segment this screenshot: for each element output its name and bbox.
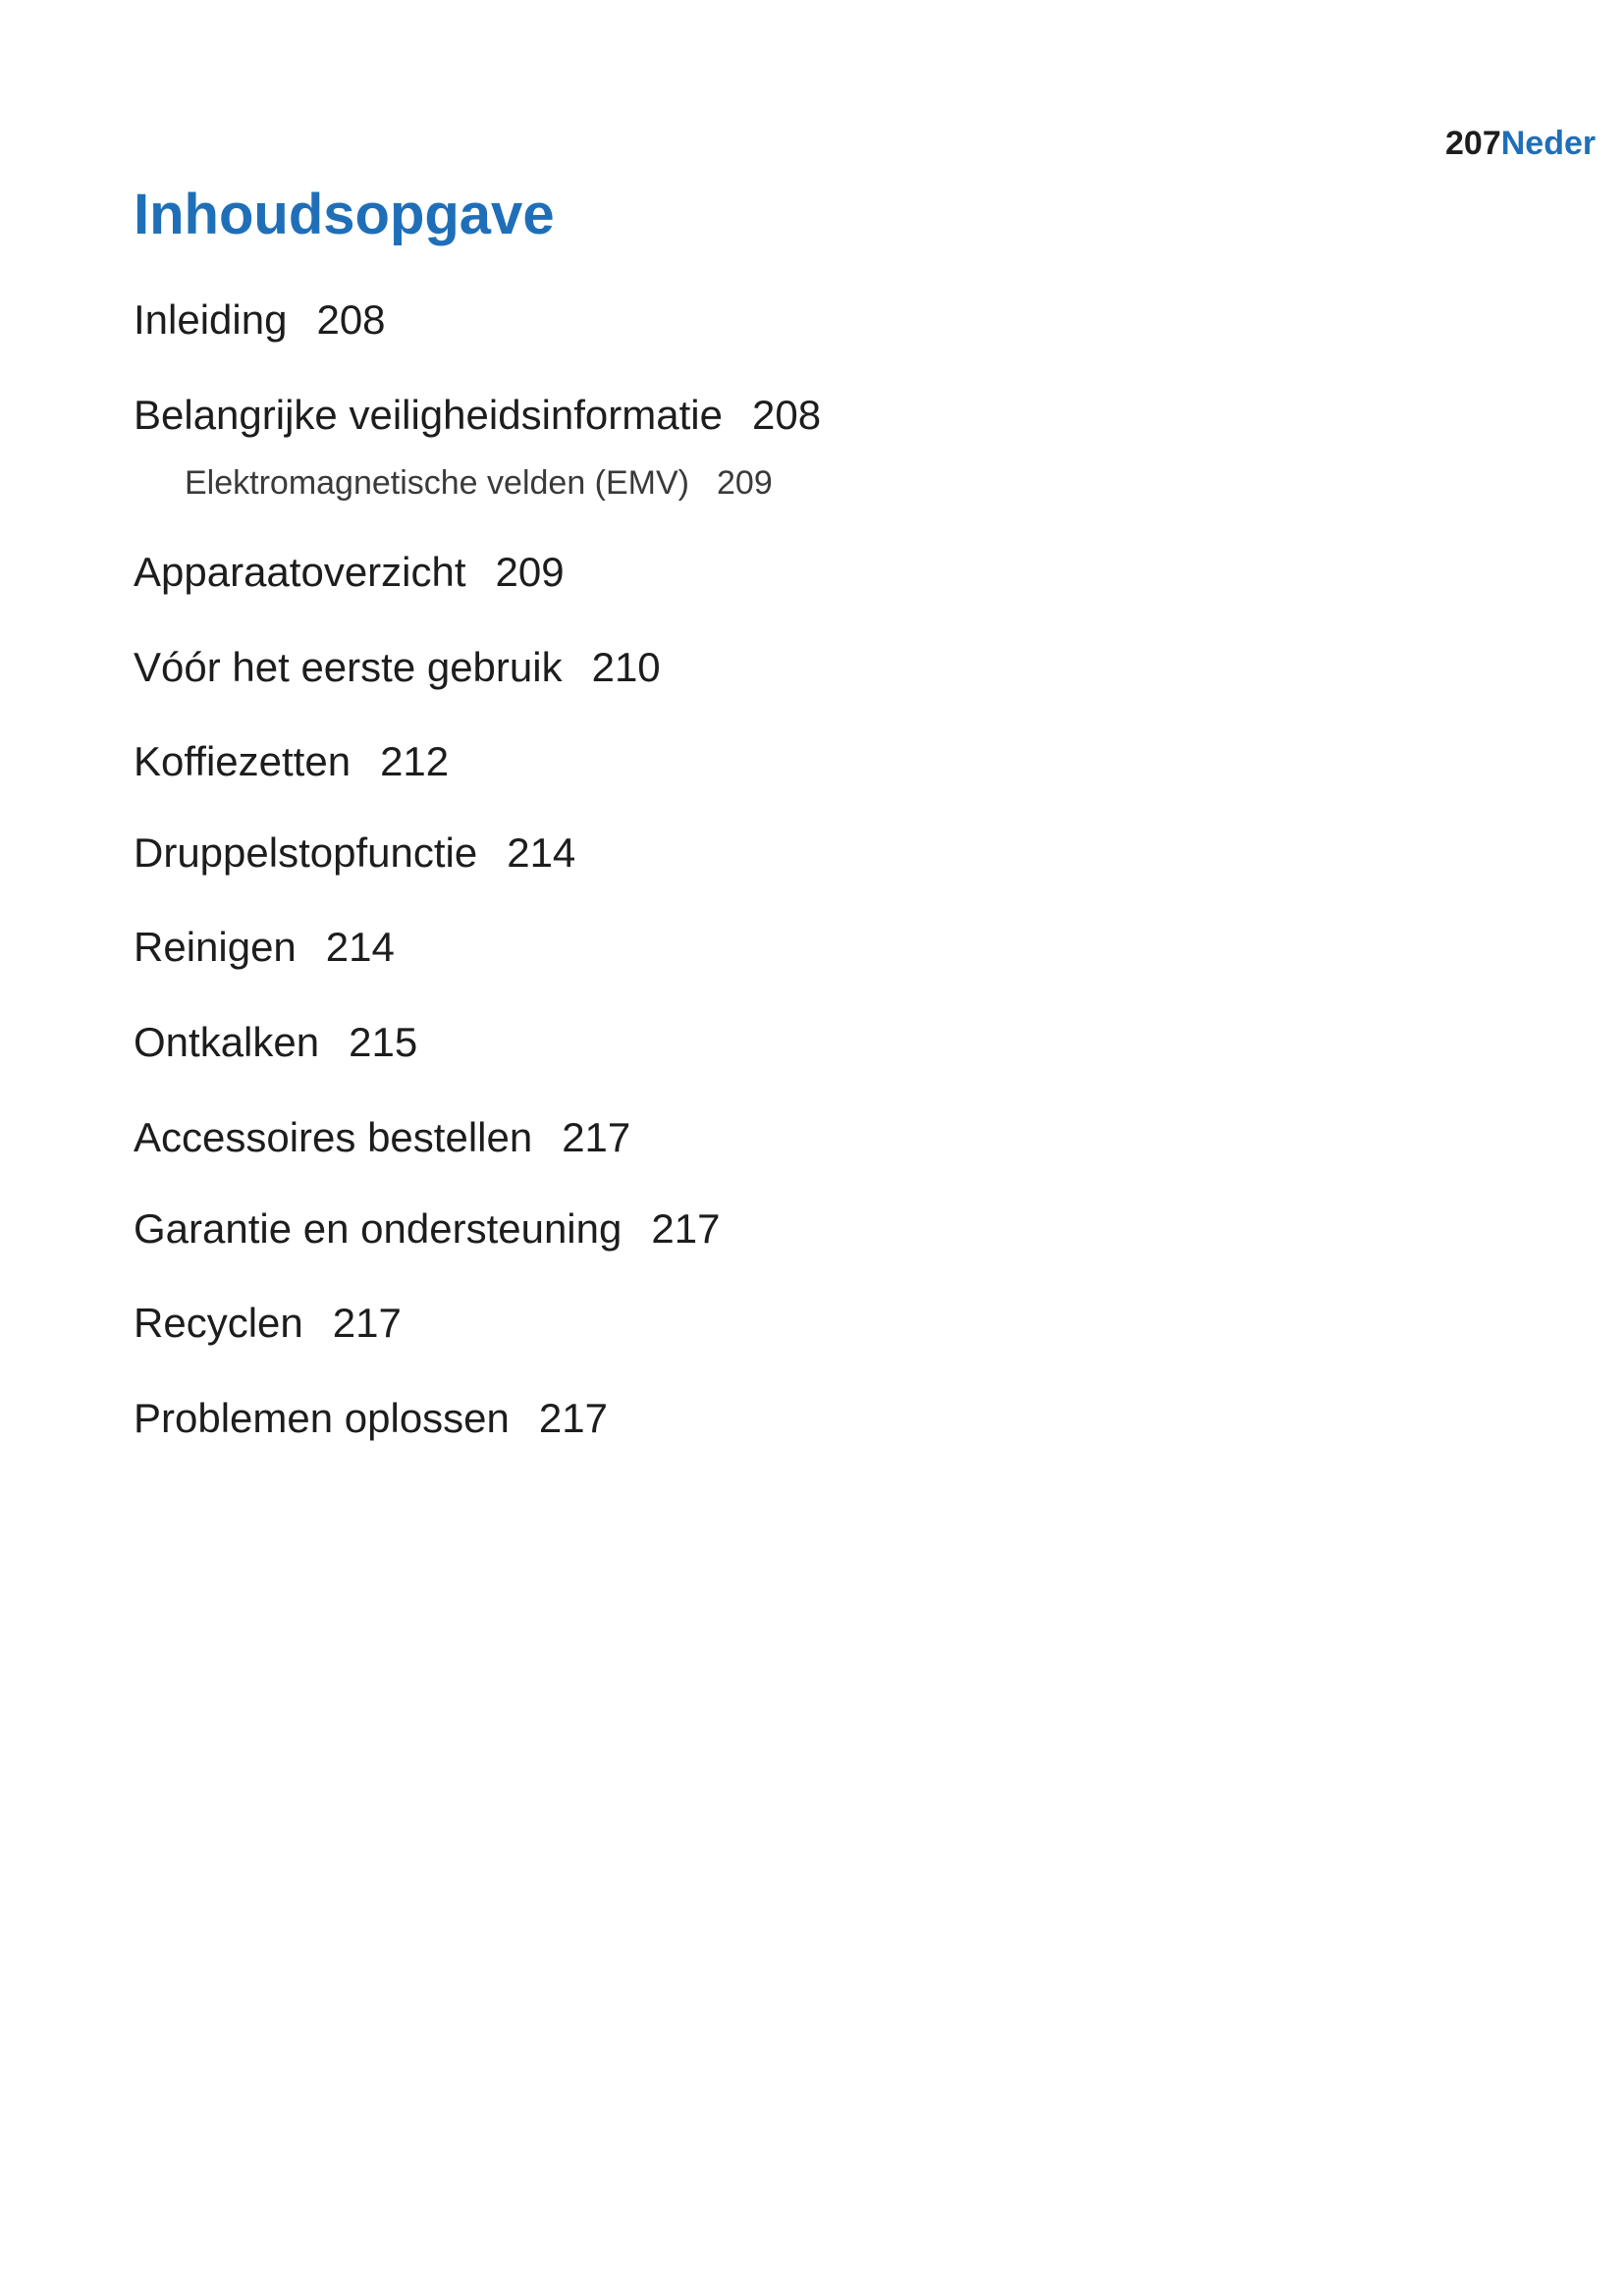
toc-entry-label: Garantie en ondersteuning (134, 1205, 623, 1252)
toc-entry-label: Elektromagnetische velden (EMV) (185, 464, 690, 502)
toc-entry-label: Problemen oplossen (134, 1395, 510, 1441)
toc-entry-inleiding[interactable] (134, 293, 386, 347)
toc-entry-label: Inleiding (134, 296, 288, 343)
toc-entry-page: 208 (316, 296, 386, 343)
page-number: 207 (1445, 125, 1501, 162)
toc-entry-page: 217 (562, 1114, 631, 1160)
toc-entry-reinigen[interactable] (134, 920, 395, 975)
toc-entry-page: 208 (751, 392, 822, 438)
toc-entry-label: Apparaatoverzicht (134, 549, 466, 595)
toc-entry-page: 210 (591, 644, 661, 690)
toc-entry-recyclen[interactable] (134, 1296, 402, 1351)
page-header (1445, 116, 1597, 171)
toc-title: Inhoudsopgave (134, 183, 555, 246)
toc-entry-label: Recyclen (134, 1300, 303, 1346)
toc-entry-problemen-oplossen[interactable] (134, 1391, 608, 1446)
toc-entry-label: Belangrijke veiligheidsinformatie (134, 392, 723, 438)
toc-entry-page: 209 (717, 464, 773, 502)
toc-entry-page: 215 (349, 1019, 418, 1065)
toc-entry-page: 214 (325, 924, 395, 970)
toc-entry-apparaatoverzicht[interactable] (134, 545, 565, 600)
toc-entry-ontkalken[interactable] (134, 1015, 417, 1070)
toc-entry-label: Reinigen (134, 924, 297, 970)
toc-entry-page: 212 (380, 738, 450, 784)
toc-entry-page: 217 (538, 1395, 608, 1441)
toc-entry-druppelstopfunctie[interactable] (134, 826, 575, 881)
toc-entry-page: 209 (495, 549, 565, 595)
toc-entry-label: Koffiezetten (134, 738, 352, 784)
toc-entry-koffiezetten[interactable] (134, 734, 449, 789)
toc-entry-label: Vóór het eerste gebruik (134, 644, 563, 690)
language-label: Neder (1500, 125, 1597, 162)
toc-entry-accessoires-bestellen[interactable] (134, 1110, 630, 1165)
toc-entry-page: 214 (507, 829, 576, 876)
toc-entry-page: 217 (651, 1205, 721, 1252)
toc-entry-page: 217 (332, 1300, 402, 1346)
toc-entry-label: Ontkalken (134, 1019, 320, 1065)
toc-entry-veiligheidsinformatie[interactable] (134, 388, 821, 443)
toc-entry-garantie[interactable] (134, 1201, 720, 1256)
toc-subentry-emv[interactable] (185, 459, 773, 507)
toc-entry-eerste-gebruik[interactable] (134, 640, 661, 695)
toc-entry-label: Accessoires bestellen (134, 1114, 533, 1160)
toc-entry-label: Druppelstopfunctie (134, 829, 478, 876)
